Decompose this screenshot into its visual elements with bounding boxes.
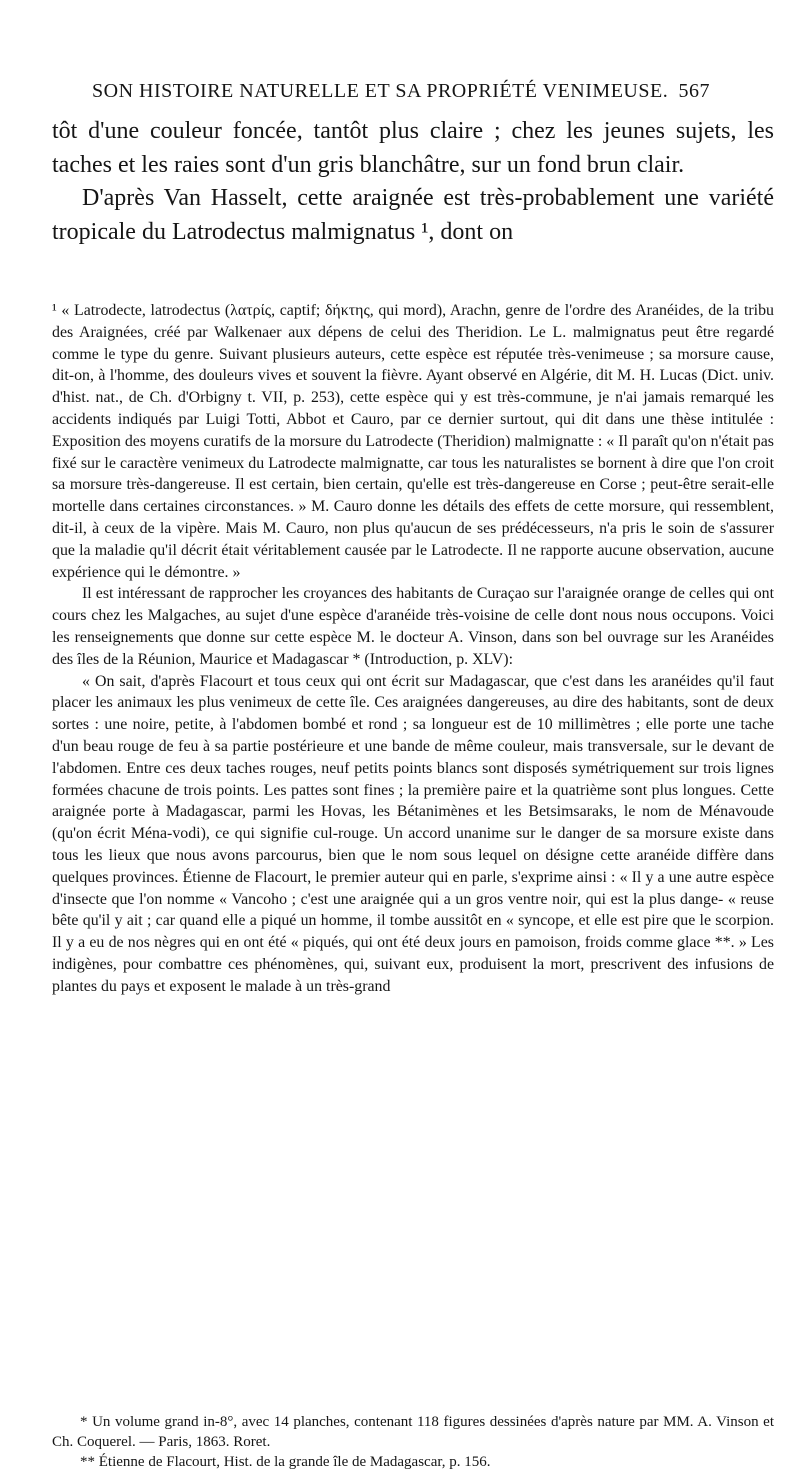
footnote-paragraph: « On sait, d'après Flacourt et tous ceux qui ont écrit sur Madagascar, que c'est dans les aranéides qu'il faut placer les animaux les plus venimeux de cette île. Ces araignées dangereuses, au dire des habitants, sont de deux sortes : une noire, petite, à l'abdomen bombé et rond ; sa longueur est de 10 millimètres ; elle porte une tache d'un beau rouge de feu à sa partie postérieure et une bande de même couleur, mais transversale, sur le devant de l'abdomen. Entre ces deux taches rouges, neuf petits points blancs sont disposés symétriquement sur trois lignes formées chacune de trois points. Les pattes sont fines ; la première paire et la quatrième sont plus longues. Cette araignée porte à Madagascar, parmi les Hovas, les Bétanimènes et les Betsimsaraks, le nom de Ménavoude (qu'on écrit Ména-vodi), ce qui signifie cul-rouge. Un accord unanime sur le danger de sa morsure existe dans tous les lieux que nous avons parcourus, bien que le nom sous lequel on désigne cette aranéide diffère dans quelques provinces. Étienne de Flacourt, le premier auteur qui en parle, s'exprime ainsi : « Il y a une autre espèce d'insecte que l'on nomme « Vancoho ; c'est une araignée qui a un gros ventre noir, qui est la plus dange- « reuse bête qu'il y ait ; car quand elle a piqué un homme, il tombe aussitôt en « syncope, et elle est pire que le scorpion. Il y a eu de nos nègres qui en ont été « piqués, qui ont été deux jours en pamoison, froids comme glace **. » Les indigènes, pour combattre ces phénomènes, qui, suivant eux, produisent la mort, prescrivent des infusions de plantes du pays et exposent le malade à un très-grand [52,672,774,995]
page-header [92,80,710,106]
footnote-block [52,300,774,998]
secondary-footnote: * Un volume grand in-8°, avec 14 planches, contenant 118 figures dessinées d'après nature par MM. A. Vinson et Ch. Coquerel. — Paris, 1863. Roret. [52,1414,774,1450]
footnote-paragraph: Il est intéressant de rapprocher les croyances des habitants de Curaçao sur l'araignée orange de celles qui ont cours chez les Malgaches, au sujet d'une espèce d'aranéide très-voisine de celle dont nous nous occupons. Voici les renseignements que donne sur cette espèce M. le docteur A. Vinson, dans son bel ouvrage sur les Aranéides des îles de la Réunion, Maurice et Madagascar * (Introduction, p. XLV): [52,585,774,668]
main-text [52,115,774,249]
page-number: 567 [678,80,710,102]
footnote-paragraph: ¹ « Latrodecte, latrodectus (λατρίς, captif; δήκτης, qui mord), Arachn, genre de l'ordre des Aranéides, de la tribu des Araignées, créé par Walkenaer aux dépens de celui des Theridion. Le L. malmignatus peut être regardé comme le type du genre. Suivant plusieurs auteurs, cette espèce est réputée très-venimeuse ; sa morsure cause, dit-on, à l'homme, des douleurs vives et souvent la fièvre. Ayant observé en Algérie, dit M. H. Lucas (Dict. univ. d'hist. nat., de Ch. d'Orbigny t. VII, p. 253), cette espèce qui y est très-commune, je n'ai jamais remarqué les accidents indiqués par Luigi Totti, Abbot et Cauro, par ce dernier surtout, qui dit dans une thèse intitulée : Exposition des moyens curatifs de la morsure du Latrodecte (Theridion) malmignatte : « Il paraît qu'on n'était pas fixé sur le caractère venimeux du Latrodecte malmignatte, car tous les naturalistes se bornent à dire que l'on croit sa morsure très-dangereuse. Il est certain, bien certain, qu'elle est très-dangereuse en Corse ; peut-être serait-elle mortelle dans certaines circonstances. » M. Cauro donne les détails des effets de cette morsure, qui ressemblent, dit-il, à ceux de la vipère. Mais M. Cauro, non plus qu'aucun de ses prédécesseurs, n'a pris le soin de s'assurer que la maladie qu'il décrit était véritablement causée par le Latrodecte. Il ne rapporte aucune observation, aucune expérience qui le démontre. » [52,302,774,581]
running-title: SON HISTOIRE NATURELLE ET SA PROPRIÉTÉ VENIMEUSE. [92,80,669,102]
body-paragraph: D'après Van Hasselt, cette araignée est très-probablement une variété tropicale du Latrodectus malmignatus ¹, dont on [52,185,774,245]
body-paragraph: tôt d'une couleur foncée, tantôt plus claire ; chez les jeunes sujets, les taches et les raies sont d'un gris blanchâtre, sur un fond brun clair. [52,118,774,178]
secondary-footnotes [52,1412,774,1472]
secondary-footnote: ** Étienne de Flacourt, Hist. de la grande île de Madagascar, p. 156. [80,1454,491,1470]
